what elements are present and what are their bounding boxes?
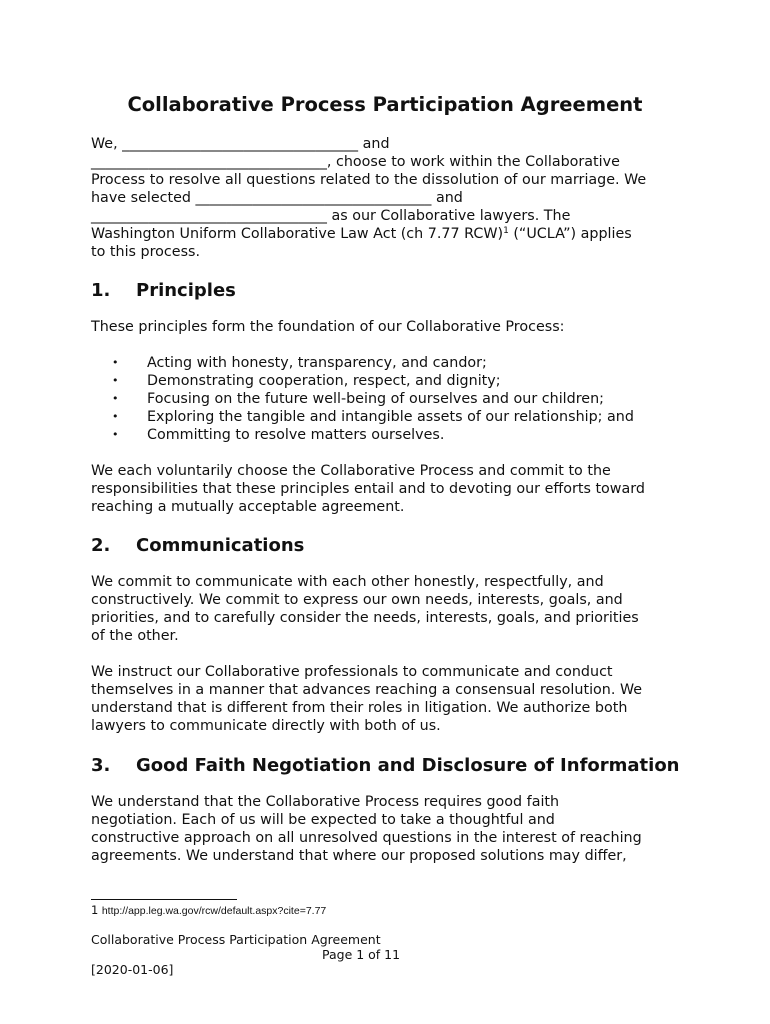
- footnote-separator: [91, 899, 237, 900]
- footnote-link[interactable]: http://app.leg.wa.gov/rcw/default.aspx?cite=7.77: [101, 905, 327, 917]
- bullet-icon: •: [112, 428, 119, 441]
- paragraph-line: agreements. We understand that where our proposed solutions may differ,: [91, 848, 627, 864]
- bullet-icon: •: [112, 392, 119, 405]
- intro-line: have selected _________________________________ and: [91, 190, 463, 206]
- paragraph-line: of the other.: [91, 628, 179, 644]
- section-heading-principles: [91, 279, 236, 303]
- intro-line: to this process.: [91, 244, 201, 260]
- intro-line: _________________________________, choose to work within the Collaborative: [91, 154, 620, 170]
- bullet-text: Acting with honesty, transparency, and candor;: [147, 355, 487, 371]
- paragraph-line: negotiation. Each of us will be expected to take a thoughtful and: [91, 812, 555, 828]
- section-heading-communications: [91, 534, 304, 558]
- paragraph-line: responsibilities that these principles entail and to devoting our efforts toward: [91, 481, 645, 497]
- document-title: Collaborative Process Participation Agreement: [127, 93, 643, 116]
- paragraph-line: constructively. We commit to express our own needs, interests, goals, and: [91, 592, 623, 608]
- section-title: Principles: [136, 280, 236, 301]
- paragraph-line: We each voluntarily choose the Collaborative Process and commit to the: [91, 463, 611, 479]
- paragraph-line: These principles form the foundation of our Collaborative Process:: [91, 319, 565, 335]
- section-number: 3.: [91, 755, 111, 776]
- paragraph-line: reaching a mutually acceptable agreement.: [91, 499, 405, 515]
- intro-line-ucla: [91, 225, 632, 243]
- paragraph-line: We understand that the Collaborative Process requires good faith: [91, 794, 560, 810]
- intro-line-text: Washington Uniform Collaborative Law Act (ch 7.77 RCW): [91, 226, 504, 242]
- section-title: Communications: [136, 535, 305, 556]
- bullet-icon: •: [112, 374, 119, 387]
- section-number: 2.: [91, 535, 111, 556]
- bullet-text: Focusing on the future well-being of ourselves and our children;: [147, 391, 604, 407]
- bullet-text: Committing to resolve matters ourselves.: [147, 427, 445, 443]
- intro-line-tail: (“UCLA”) applies: [508, 226, 632, 242]
- paragraph-line: constructive approach on all unresolved questions in the interest of reaching: [91, 830, 642, 846]
- paragraph-line: lawyers to communicate directly with both of us.: [91, 718, 441, 734]
- intro-line: We, _________________________________ and: [91, 136, 390, 152]
- footnote-number: 1: [91, 903, 99, 917]
- bullet-text: Demonstrating cooperation, respect, and dignity;: [147, 373, 501, 389]
- bullet-icon: •: [112, 356, 119, 369]
- section-heading-good-faith: [91, 754, 680, 778]
- footnote: [91, 903, 326, 918]
- paragraph-line: understand that is different from their roles in litigation. We authorize both: [91, 700, 628, 716]
- footer-page-number: Page 1 of 11: [322, 947, 401, 962]
- footer-title: Collaborative Process Participation Agreement: [91, 932, 381, 947]
- footnote-ref[interactable]: 1: [503, 226, 509, 236]
- paragraph-line: We commit to communicate with each other honestly, respectfully, and: [91, 574, 604, 590]
- intro-line: Process to resolve all questions related to the dissolution of our marriage. We: [91, 172, 647, 188]
- section-title: Good Faith Negotiation and Disclosure of Information: [136, 755, 680, 776]
- footer-date: [2020-01-06]: [91, 962, 174, 977]
- bullet-icon: •: [112, 410, 119, 423]
- intro-line: _________________________________ as our Collaborative lawyers. The: [91, 208, 571, 224]
- paragraph-line: themselves in a manner that advances reaching a consensual resolution. We: [91, 682, 643, 698]
- bullet-text: Exploring the tangible and intangible assets of our relationship; and: [147, 409, 634, 425]
- paragraph-line: We instruct our Collaborative professionals to communicate and conduct: [91, 664, 613, 680]
- section-number: 1.: [91, 280, 111, 301]
- paragraph-line: priorities, and to carefully consider the needs, interests, goals, and priorities: [91, 610, 639, 626]
